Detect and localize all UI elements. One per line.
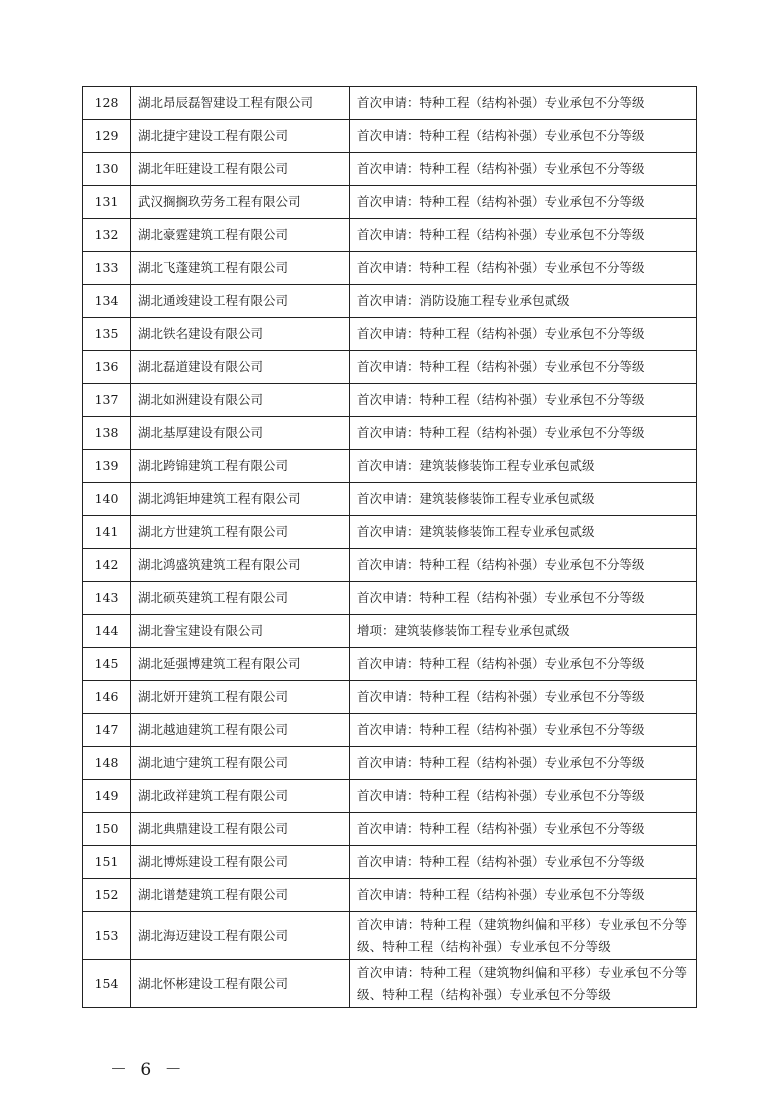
row-number: 150 [83,813,131,846]
table-row [83,648,697,681]
row-number: 154 [83,960,131,1008]
row-number: 141 [83,516,131,549]
application-item: 首次申请：特种工程（结构补强）专业承包不分等级 [350,351,697,384]
company-name: 湖北如洲建设有限公司 [131,384,350,417]
page-number: － 6 － [110,1060,186,1080]
table-row [83,351,697,384]
row-number: 153 [83,912,131,960]
row-number: 131 [83,186,131,219]
table-row [83,846,697,879]
application-item: 首次申请：特种工程（结构补强）专业承包不分等级 [350,747,697,780]
row-number: 136 [83,351,131,384]
row-number: 133 [83,252,131,285]
table-row [83,912,697,960]
table-row [83,549,697,582]
company-name: 湖北誊宝建设有限公司 [131,615,350,648]
table-row [83,450,697,483]
application-item: 首次申请：特种工程（结构补强）专业承包不分等级 [350,813,697,846]
application-item: 增项：建筑装修装饰工程专业承包贰级 [350,615,697,648]
application-item: 首次申请：建筑装修装饰工程专业承包贰级 [350,516,697,549]
qualification-table [82,86,697,1008]
application-item: 首次申请：特种工程（结构补强）专业承包不分等级 [350,681,697,714]
application-item: 首次申请：特种工程（结构补强）专业承包不分等级 [350,318,697,351]
table-row [83,417,697,450]
company-name: 湖北捷宇建设工程有限公司 [131,120,350,153]
row-number: 135 [83,318,131,351]
application-item: 首次申请：特种工程（结构补强）专业承包不分等级 [350,582,697,615]
application-item: 首次申请：特种工程（结构补强）专业承包不分等级 [350,648,697,681]
application-item: 首次申请：特种工程（结构补强）专业承包不分等级 [350,846,697,879]
application-item: 首次申请：特种工程（结构补强）专业承包不分等级 [350,153,697,186]
application-item: 首次申请：特种工程（结构补强）专业承包不分等级 [350,549,697,582]
table-row [83,186,697,219]
application-item: 首次申请：特种工程（结构补强）专业承包不分等级 [350,120,697,153]
company-name: 湖北磊道建设有限公司 [131,351,350,384]
company-name: 湖北博烁建设工程有限公司 [131,846,350,879]
table-row [83,87,697,120]
application-item: 首次申请：特种工程（结构补强）专业承包不分等级 [350,219,697,252]
table-row [83,615,697,648]
row-number: 149 [83,780,131,813]
company-name: 湖北越迪建筑工程有限公司 [131,714,350,747]
company-name: 湖北鸿钜坤建筑工程有限公司 [131,483,350,516]
application-item: 首次申请：特种工程（建筑物纠偏和平移）专业承包不分等级、特种工程（结构补强）专业承包不分等级 [350,912,697,960]
table-row [83,483,697,516]
table-row [83,318,697,351]
company-name: 湖北政祥建筑工程有限公司 [131,780,350,813]
row-number: 151 [83,846,131,879]
company-name: 湖北谱楚建筑工程有限公司 [131,879,350,912]
company-name: 湖北怀彬建设工程有限公司 [131,960,350,1008]
company-name: 湖北方世建筑工程有限公司 [131,516,350,549]
company-name: 湖北通竣建设工程有限公司 [131,285,350,318]
application-item: 首次申请：特种工程（结构补强）专业承包不分等级 [350,879,697,912]
table-row [83,747,697,780]
row-number: 132 [83,219,131,252]
row-number: 138 [83,417,131,450]
table-row [83,219,697,252]
row-number: 140 [83,483,131,516]
table-row [83,813,697,846]
application-item: 首次申请：建筑装修装饰工程专业承包贰级 [350,483,697,516]
application-item: 首次申请：消防设施工程专业承包贰级 [350,285,697,318]
application-item: 首次申请：特种工程（结构补强）专业承包不分等级 [350,87,697,120]
row-number: 129 [83,120,131,153]
application-item: 首次申请：特种工程（结构补强）专业承包不分等级 [350,780,697,813]
company-name: 湖北基厚建设有限公司 [131,417,350,450]
table-row [83,879,697,912]
table-row [83,780,697,813]
company-name: 湖北延强博建筑工程有限公司 [131,648,350,681]
application-item: 首次申请：特种工程（结构补强）专业承包不分等级 [350,252,697,285]
row-number: 146 [83,681,131,714]
row-number: 148 [83,747,131,780]
table-row [83,252,697,285]
table-row [83,960,697,1008]
application-item: 首次申请：特种工程（建筑物纠偏和平移）专业承包不分等级、特种工程（结构补强）专业承包不分等级 [350,960,697,1008]
table-row [83,582,697,615]
company-name: 湖北飞蓬建筑工程有限公司 [131,252,350,285]
row-number: 145 [83,648,131,681]
company-name: 湖北海迈建设工程有限公司 [131,912,350,960]
company-name: 武汉搁搁玖劳务工程有限公司 [131,186,350,219]
application-item: 首次申请：特种工程（结构补强）专业承包不分等级 [350,384,697,417]
company-name: 湖北年旺建设工程有限公司 [131,153,350,186]
company-name: 湖北硕英建筑工程有限公司 [131,582,350,615]
row-number: 143 [83,582,131,615]
table-row [83,120,697,153]
company-name: 湖北豪霆建筑工程有限公司 [131,219,350,252]
application-item: 首次申请：特种工程（结构补强）专业承包不分等级 [350,714,697,747]
application-item: 首次申请：建筑装修装饰工程专业承包贰级 [350,450,697,483]
company-name: 湖北铁名建设有限公司 [131,318,350,351]
row-number: 134 [83,285,131,318]
row-number: 152 [83,879,131,912]
company-name: 湖北典鼎建设工程有限公司 [131,813,350,846]
company-name: 湖北鸿盛筑建筑工程有限公司 [131,549,350,582]
row-number: 144 [83,615,131,648]
row-number: 142 [83,549,131,582]
row-number: 139 [83,450,131,483]
company-name: 湖北妍开建筑工程有限公司 [131,681,350,714]
table-row [83,714,697,747]
row-number: 147 [83,714,131,747]
table-row [83,681,697,714]
table-row [83,384,697,417]
application-item: 首次申请：特种工程（结构补强）专业承包不分等级 [350,186,697,219]
table-row [83,153,697,186]
company-name: 湖北迪宁建筑工程有限公司 [131,747,350,780]
row-number: 128 [83,87,131,120]
row-number: 130 [83,153,131,186]
application-item: 首次申请：特种工程（结构补强）专业承包不分等级 [350,417,697,450]
row-number: 137 [83,384,131,417]
table-row [83,285,697,318]
company-name: 湖北昂辰磊智建设工程有限公司 [131,87,350,120]
table-row [83,516,697,549]
company-name: 湖北跨锦建筑工程有限公司 [131,450,350,483]
